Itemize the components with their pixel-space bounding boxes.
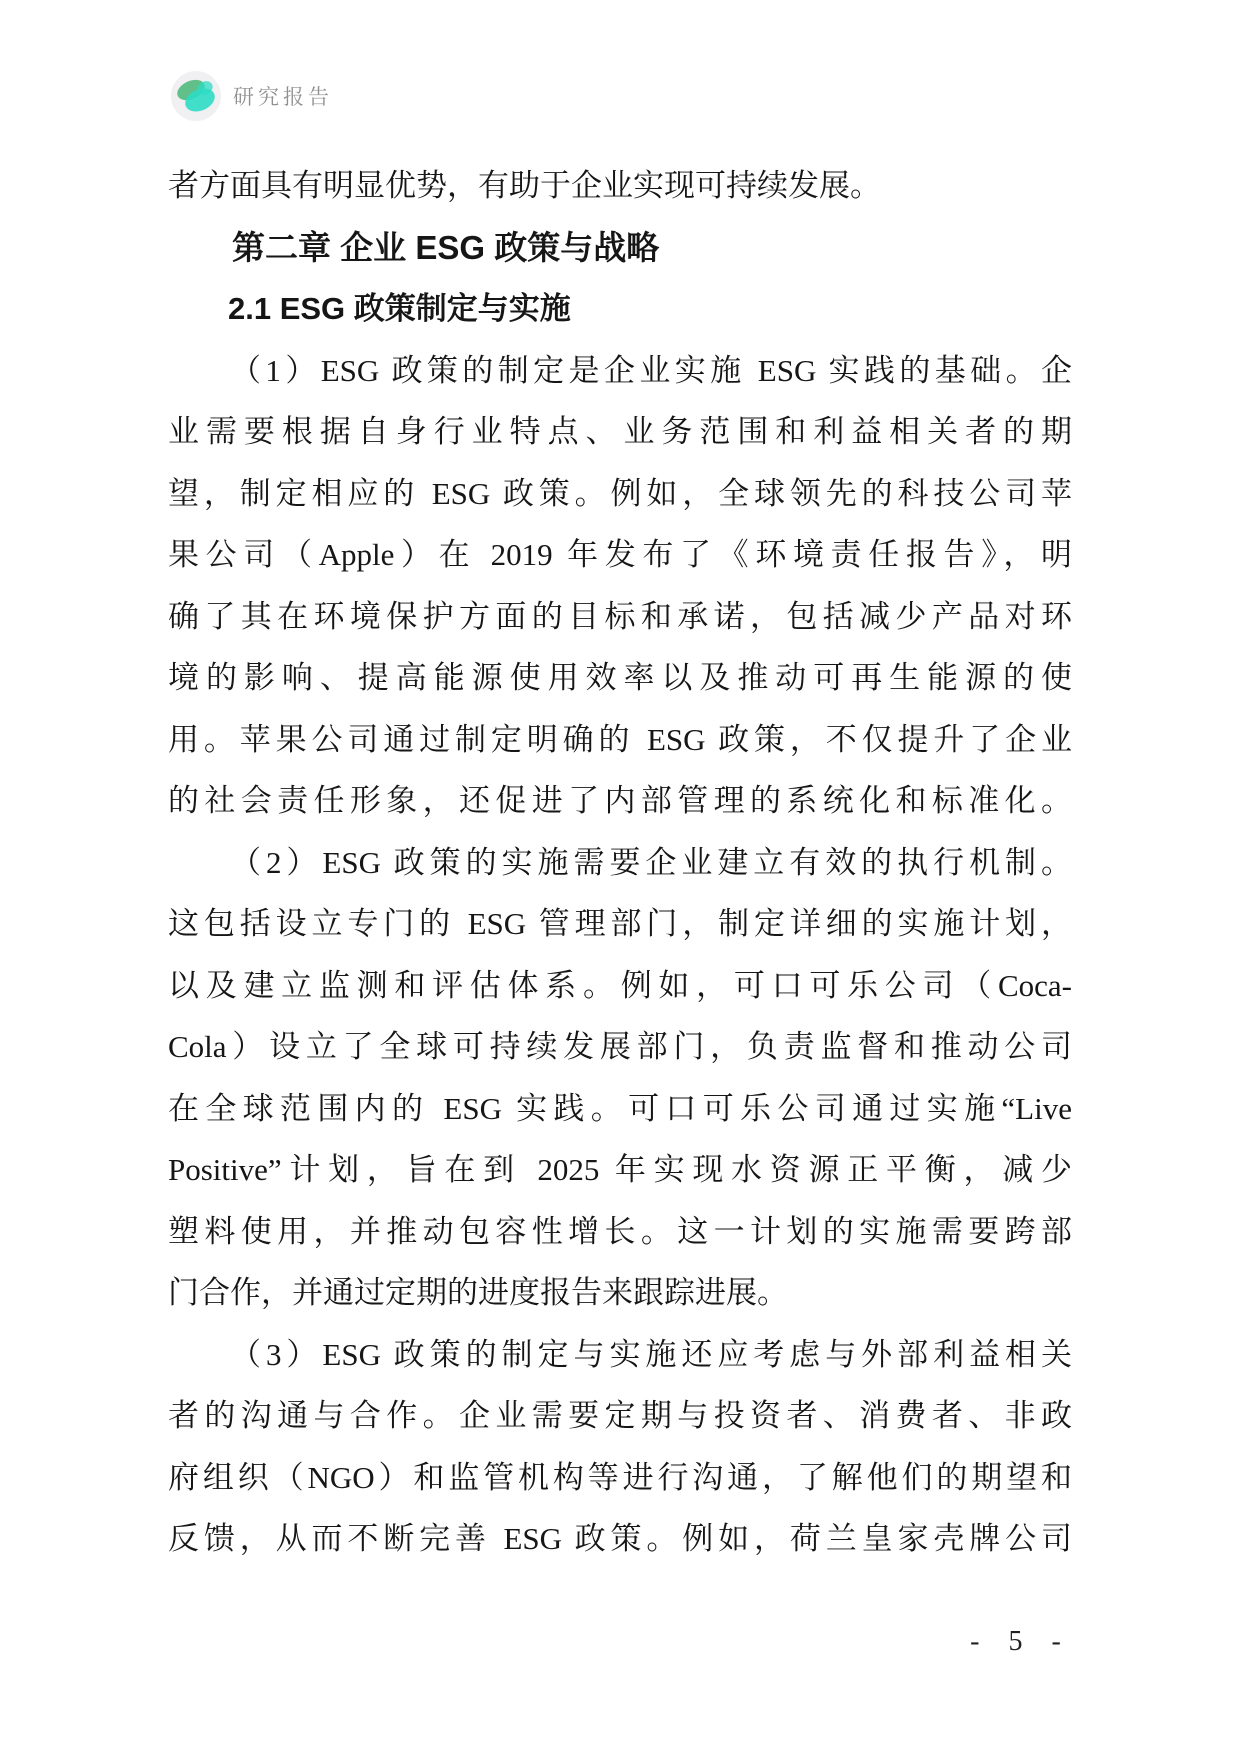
- paragraph-line: 用。苹果公司通过制定明确的 ESG 政策，不仅提升了企业: [168, 721, 1072, 757]
- paragraph-line: （1）ESG 政策的制定是企业实施 ESG 实践的基础。企: [230, 352, 1072, 388]
- page-number: - 5 -: [970, 1626, 1066, 1657]
- paragraph-line: 确了其在环境保护方面的目标和承诺，包括减少产品对环: [168, 598, 1072, 634]
- paragraph-line: 在全球范围内的 ESG 实践。可口可乐公司通过实施“Live: [168, 1090, 1072, 1126]
- paragraph-line: 果公司（Apple）在 2019 年发布了《环境责任报告》，明: [168, 537, 1072, 572]
- brand-logo-icon: [171, 71, 221, 121]
- paragraph-line: 境的影响、提高能源使用效率以及推动可再生能源的使: [168, 660, 1072, 695]
- paragraph-line: 府组织（NGO）和监管机构等进行沟通，了解他们的期望和: [168, 1459, 1072, 1495]
- paragraph-line: （2）ESG 政策的实施需要企业建立有效的执行机制。: [230, 844, 1072, 880]
- paragraph-line: 者方面具有明显优势，有助于企业实现可持续发展。: [168, 168, 881, 203]
- paragraph-line: 者的沟通与合作。企业需要定期与投资者、消费者、非政: [168, 1398, 1072, 1433]
- paragraph-line: （3）ESG 政策的制定与实施还应考虑与外部利益相关: [230, 1336, 1072, 1372]
- brand-name: 研究报告: [233, 85, 333, 109]
- paragraph-line: 反馈，从而不断完善 ESG 政策。例如，荷兰皇家壳牌公司: [168, 1521, 1072, 1556]
- document-body: [168, 155, 1072, 1570]
- paragraph-line: 门合作，并通过定期的进度报告来跟踪进展。: [168, 1275, 788, 1310]
- paragraph-line: Cola）设立了全球可持续发展部门，负责监督和推动公司: [168, 1029, 1072, 1064]
- brand: [171, 71, 333, 121]
- paragraph-line: 塑料使用，并推动包容性增长。这一计划的实施需要跨部: [168, 1213, 1072, 1249]
- paragraph-line: 以及建立监测和评估体系。例如，可口可乐公司（Coca-: [168, 967, 1072, 1003]
- paragraph-line: 这包括设立专门的 ESG 管理部门，制定详细的实施计划，: [168, 906, 1072, 941]
- chapter-heading: 第二章 企业 ESG 政策与战略: [232, 228, 660, 266]
- paragraph-line: 业需要根据自身行业特点、业务范围和利益相关者的期: [168, 414, 1072, 449]
- paragraph-line: 望，制定相应的 ESG 政策。例如，全球领先的科技公司苹: [168, 475, 1072, 511]
- section-heading: 2.1 ESG 政策制定与实施: [228, 291, 571, 326]
- paragraph-line: Positive”计划，旨在到 2025 年实现水资源正平衡，减少: [168, 1152, 1072, 1187]
- paragraph-line: 的社会责任形象，还促进了内部管理的系统化和标准化。: [168, 783, 1072, 818]
